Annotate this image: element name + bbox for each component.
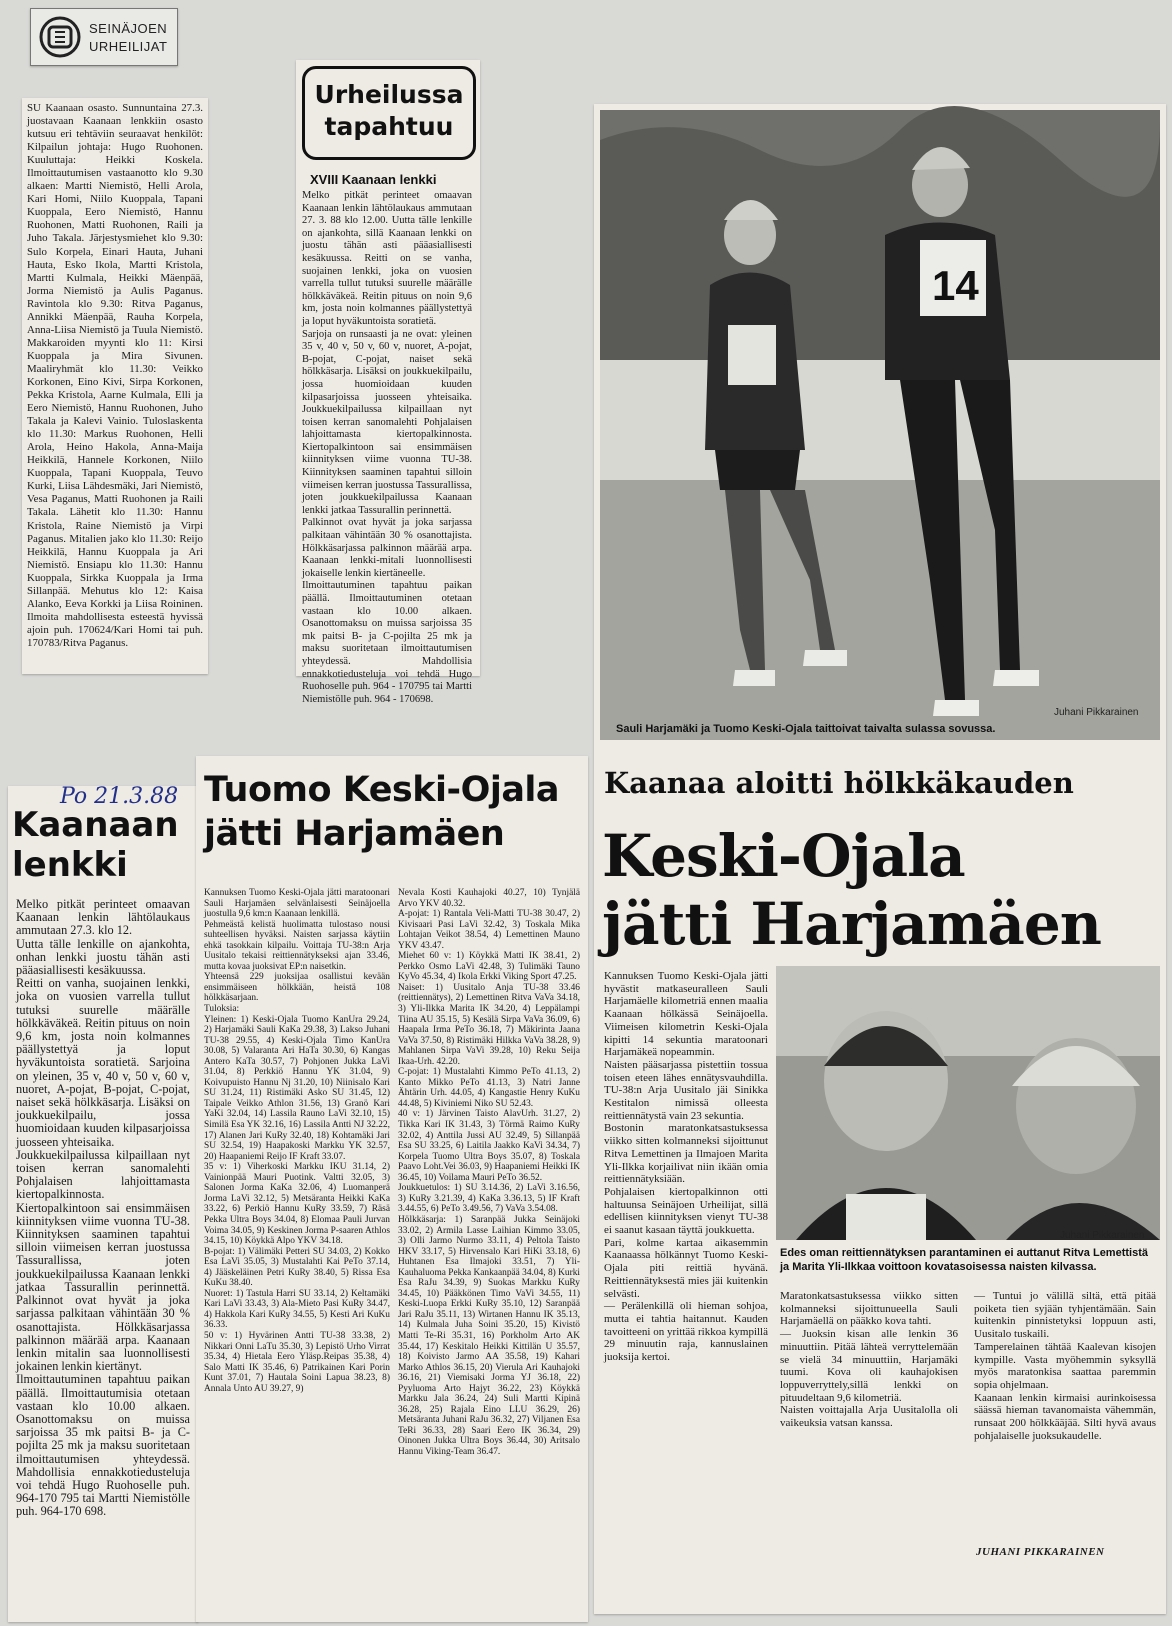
clipping-su-osasto	[22, 98, 208, 674]
main-headline-line1: Keski-Ojala	[602, 822, 965, 890]
club-name-line1: SEINÄJOEN	[89, 21, 168, 36]
article-body-mid: Maratonkatsastuksessa viikko sitten kolmanneksi sijoittunueella Sauli Harjamäellä on pääkko kova tahti. — Juoksin kisan alle lenkin 36 minuuttiin. Pitää lähteä verryttelemään se vielä 34 minuuttiin, Harjamäki tuumi. Kova oli kauhajokisen loppuverryttely,sillä lenkki on pituudeltaan 9,6 kilometriä. Naisten voittajalla Arja Uusitalolla oli vaikeuksia vatsan kanssa.	[780, 1290, 958, 1430]
women-runners-photo	[776, 966, 1160, 1240]
urheilussa-subhead: XVIII Kaanaan lenkki	[310, 172, 437, 187]
runners-photo	[600, 110, 1160, 740]
photo-credit-1: Juhani Pikkarainen	[1054, 707, 1139, 718]
kaanaan-text: Melko pitkät perinteet omaavan Kaanaan lenkin lähtölaukaus ammutaan 27.3. klo 12. Uutta tälle lenkille on ajankohta, onhan lenkki juostu tähän asti pääasiallisesti kesäkuussa. Reitti on vanha, suojainen lenkki, joka on vuosien varrella tullut tutuksi suurelle määrälle hölkkäväkeä. Reitin pituus on noin 9,6 km, josta noin kolmannes päällystettyä ja loput hyväkuntoista soratietä. Sarjoina on yleinen, 35 v, 40 v, 50 v, 60 v, nuoret, A-pojat, B-pojat, C-pojat, naiset sekä hölkkäsarja. Lisäksi on joukkuekilpailu, jossa huomioidaan kuuden kilpasarjoissa juosseen yhteisaika. Joukkuekilpailussa kilpaillaan nyt toisen kerran sanomalehti Pohjalaisen lahjoittamasta kiertopalkinnosta. Kiertopalkintoon sai ensimmäisen kiinnityksen viime vuonna TU-38. Kiinnityksen saaminen tapahtui silloin viimeisen kerran juostussa Tassurallissa, joten joukkuekilpailussa Kaanaan lenkki jatkaa Tassurallin perinnettä. Palkinnot ovat hyvät ja joka sarjassa palkitaan vähintään 30 % osanottajista. Hölkkäsarjassa palkinnon määrää arpa. Kaanaan lenkin mitalin saa luonnollisesti jokainen lenkin kiertänyt. Ilmoittautuminen tapahtuu paikan päällä. Ilmoittautumisia otetaan vastaan klo 10.00 alkaen. Osanottomaksu on muissa sarjoissa 35 mk paitsi B- ja C-pojilta 25 mk ja maksu suoritetaan ilmoittautumisen yhteydessä. Mahdollisia ennakkotiedusteluja voi tehdä Hugo Ruohoselle puh. 964-170 795 tai Martti Niemistölle puh. 964-170 698.	[16, 897, 190, 1519]
clipping-photo-article	[594, 104, 1166, 1614]
runners-illustration	[600, 110, 1160, 740]
club-badge	[30, 8, 178, 66]
banner-line2: tapahtuu	[324, 112, 454, 141]
photo-credit-2: Juhani Pikkarainen	[1060, 1230, 1145, 1241]
handwritten-date: Po 21.3.88	[60, 784, 179, 809]
clipping-kaanaan-lenkki	[8, 786, 198, 1622]
clipping-tuomo-keski-ojala	[196, 756, 588, 1622]
clipping-su-osasto-text: SU Kaanaan osasto. Sunnuntaina 27.3. juostavaan Kaanaan lenkkiin osasto kutsuu eri tehtäviin seuraavat henkilöt: Kilpailun johtaja: Hugo Ruohonen. Kuuluttaja: Heikki Koskela. Ilmoittautumisen vastaanotto klo 9.30 alkaen: Martti Niemistö, Helli Arola, Kari Homi, Niilo Kuoppala, Tapani Kuoppala, Eero Niemistö, Hannu Ruohonen, Matti Ruohonen, Raili ja Juho Takala. Järjestysmiehet klo 9.30: Sulo Korpela, Einari Hauta, Juhani Hauta, Esko Ikola, Martti Kristola, Martti Kulmala, Heikki Mäenpää, Jorma Niemistö ja Aulis Paganus. Ravintola klo 9.30: Ritva Paganus, Annikki Mäenpää, Rauha Korpela, Anna-Liisa Niemistö ja Tuula Niemistö. Makkaroiden myynti klo 11: Kirsi Kuoppala ja Mira Sivunen. Maaliryhmät klo 11.30: Veikko Korkonen, Eino Kivi, Sirpa Korkonen, Pekka Kristola, Aarne Kulmala, Elli ja Eero Niemistö, Hannu Ruohonen, Juho Takala ja Kalevi Vainio. Tuloslaskenta klo 11.30: Markus Ruohonen, Helli Arola, Heino Hakola, Anna-Maija Heikkilä, Hannele Korkonen, Niilo Kuoppala, Tapani Kuoppala, Teuvo Kurki, Liisa Lähdesmäki, Jari Niemistö, Vesa Paganus, Matti Ruohonen ja Raili Takala. Lähetit klo 11.30: Hannu Kristola, Raine Niemistö ja Virpi Paganus. Mitalien jako klo 11.30: Reijo Heikkilä, Hannu Kuoppala ja Ari Niemistö. Ensiapu klo 11.30: Hannu Kuoppala, Sirkka Kuoppala ja Irma Sillanpää. Mehutus klo 12: Kaisa Alanko, Eeva Korkki ja Liisa Roininen. Ilmoita mahdollisesta esteestä hyvissä ajoin puh. 170624/Kari Homi tai puh. 170783/Ritva Paganus.	[27, 102, 203, 649]
kicker-headline: Kaanaa aloitti hölkkäkauden	[604, 766, 1074, 800]
article-body-left: Kannuksen Tuomo Keski-Ojala jätti hyvästit matkaseuralleen Sauli Harjamäelle kilometriä ennen maalia Kaanaan hölkässä Seinäjoella. Viimeisen kilometrin Keski-Ojala kipitti 14 sekuntia maratoonari Harjamäkeä nopeammin. Naisten pääsarjassa pistettiin tossua toisen eteen lähes ennätysvauhdilla. TU-38:n Arja Uusitalo jäi Sinikka Kestitalon nimissä olleesta reittiennätystä vain 23 sekuntia. Bostonin maratonkatsastuksessa viikko sitten kolmanneksi sijoittunut Ritva Lemettinen ja Ilmajoen Marita Yli-Ilkka korjailivat niin ikään omia reittiennätyksiään. Pohjalaisen kiertopalkinnon otti haltuunsa Seinäjoen Urheilijat, sillä edellisen kiinnityksen vienyt TU-38 ei saanut kasaan täyttä joukkuetta. Pari, kolme kartaa aikasemmin Kaanaassa hölkännyt Tuomo Keski-Ojala piti reittiä hyvänä. Reittiennätyksestä mies jäi kuitenkin selvästi. — Perälenkillä oli hieman sohjoa, mutta ei tahtia haitannut. Kauden tavoitteeni on yrittää rikkoa kympillä 29 minuutin raja, kannuslainen juoksija kertoi.	[604, 970, 768, 1364]
tuomo-headline-line2: jätti Harjamäen	[204, 814, 505, 854]
kaanaan-headline-line2: lenkki	[12, 845, 128, 885]
banner-line1: Urheilussa	[314, 80, 464, 109]
su-logo-icon	[38, 15, 82, 59]
kaanaan-headline-line1: Kaanaan	[12, 805, 179, 845]
urheilussa-banner	[302, 66, 476, 160]
tuomo-results-col1: Kannuksen Tuomo Keski-Ojala jätti maratoonari Sauli Harjamäen selvänlaisesti Seinäjoella juostulla 9,6 km:n Kaanaan lenkillä. Pehmeästä kelistä huolimatta tulostaso nousi suhteellisen hyväksi. Naisten sarjassa käytiin ehkä tasokkain kilpailu. Voittaja TU-38:n Arja Uusitalo tekaisi reittiennätykseksi ajan 33.46, mutta kovaa juoksivat EP:n naisetkin. Yhteensä 229 juoksijaa osallistui kevään ensimmäiseen hölkkään, heistä 108 hölkkäsarjaan. Tuloksia: Yleinen: 1) Keski-Ojala Tuomo KanUra 29.24, 2) Harjamäki Sauli KaKa 29.38, 3) Lakso Juhani TU-38 29.55, 4) Keski-Ojala Timo KanUra 30.08, 5) Valaranta Ari HaTa 30.30, 6) Kangas Antero KaTa 30.57, 7) Pohjonen Jukka LaVi 31.04, 8) Perkkiö Hannu YK 31.04, 9) Koivupuisto Hannu Nj 31.20, 10) Niinisalo Kari SU 31.24, 11) Ristimäki Asko SU 31.45, 12) Taipale Veikko Athlon 31.56, 13) Granö Kari YaKi 32.04, 14) Lassila Rauno LaVi 32.10, 15) Similä Esa YK 32.16, 16) Lassila Antti NJ 32.22, 17) Alanen Jari KuRy 32.40, 18) Kohtamäki Jari SU 32.54, 19) Haapakoski Markku YK 32.57, 20) Haapaniemi Reijo IF Kraft 33.07. 35 v: 1) Viherkoski Markku IKU 31.14, 2) Vainionpää Mauri Puotink. Valtti 32.05, 3) Salonen Jorma KaKa 32.06, 4) Luomanperä Jorma LaVi 32.12, 5) Metsäranta Heikki KaKa 33.22, 6) Perkiö Hannu KuRy 33.59, 7) Räsä Pekka Ultra Boys 34.04, 8) Elomaa Pauli Jurvan Voima 34.05, 9) Keskinen Jorma P-saaren Athlos 34.15, 10) Köykkä Alpo YKV 34.18. B-pojat: 1) Välimäki Petteri SU 34.03, 2) Kokko Esa LaVi 35.05, 3) Mustalahti Kai PeTo 37.14, 4) Jääskeläinen Petri KuRy 38.40, 5) Rissa Esa KuKu 38.40. Nuoret: 1) Tastula Harri SU 33.14, 2) Keltamäki Kari LaVi 33.43, 3) Ala-Mieto Pasi KuRy 34.47, 4) Hakkola Kari KuRy 34.55, 5) Kesti Ari KuKu 36.33. 50 v: 1) Hyvärinen Antti TU-38 33.38, 2) Nikkari Onni LaTu 35.30, 3) Lepistö Urho Virrat 35.34, 4) Hietala Eero Yläsp.Reipas 35.38, 4) Salo Matti IK 35.46, 6) Patrikainen Kari Porin Kunt 37.01, 7) Hautala Soini Lapua 38.23, 8) Annala Unto AU 39.27, 9)	[204, 888, 390, 1394]
photo-caption-2: Edes oman reittiennätyksen parantaminen ei auttanut Ritva Lemettistä ja Marita Yli-Ilkkaa voittoon kovatasoisessa naisten kilvassa.	[780, 1247, 1148, 1273]
clipping-urheilussa-tapahtuu	[296, 60, 480, 705]
tuomo-results-col2: Nevala Kosti Kauhajoki 40.27, 10) Tynjälä Arvo YKV 40.32. A-pojat: 1) Rantala Veli-Matti TU-38 30.47, 2) Kivisaari Pasi LaVi 32.42, 3) Toskala Mika Lohtajan Veikot 38.54, 4) Lemettinen Mauno YKV 43.47. Miehet 60 v: 1) Köykkä Matti IK 38.41, 2) Perkko Osmo LaVi 42.48, 3) Tulimäki Tauno KyVo 45.34, 4) Ikola Erkki Viking Sport 47.25. Naiset: 1) Uusitalo Anja TU-38 33.46 (reittiennätys), 2) Lemettinen Ritva VaVa 34.18, 3) Yli-Ilkka Marita IK 34.20, 4) Leppälampi Tiina AU 35.15, 5) Kesälä Sirpa VaVa 36.09, 6) Haapala Irma PeTo 36.18, 7) Mäkirinta Jaana VaVa 37.50, 8) Ristimäki Hilkka VaVa 38.28, 9) Mahlanen Sirpa VaVi 39.28, 10) Reku Seija Ikaa-Urh. 42.20. C-pojat: 1) Mustalahti Kimmo PeTo 41.13, 2) Kanto Mikko PeTo 41.13, 3) Natri Janne Ähtärin Urh. 44.05, 4) Kangastie Henry KuKu 44.48, 5) Kiviniemi Niko SU 52.43. 40 v: 1) Järvinen Taisto AlavUrh. 31.27, 2) Tikka Kari IK 31.43, 3) Törmä Raimo KuRy 32.02, 4) Anttila Jussi AU 32.49, 5) Sillanpää Esa SU 33.25, 6) Laitila Jaakko KaVi 34.34, 7) Korpela Tuomo Ultra Boys 35.07, 8) Toskala Paavo Loht.Vei 36.03, 9) Haapaniemi Heikki IK 36.45, 10) Voilama Mauri PeTo 36.52. Joukkuetulos: 1) SU 3.14.36, 2) LaVi 3.16.56, 3) KuRy 3.21.39, 4) KaKa 3.36.13, 5) IF Kraft 3.44.55, 6) PeTo 3.49.56, 7) VaVa 3.54.08. Hölkkäsarja: 1) Saranpää Jukka Seinäjoki 33.02, 2) Armila Lasse Laihian Kimmo 33.05, 3) Olli Jarmo Nurmo 33.11, 4) Peltola Taisto HKV 33.17, 5) Hirvensalo Kari HiKi 33.18, 6) Huhtanen Esa Ilmajoki 33.51, 7) Yli-Kauhaluoma Pekka Kankaanpää 34.04, 8) Kurki Esa RaJu 34.39, 9) Suokas Markku KuRy 34.45, 10) Pääkkönen Timo VaVi 34.55, 11) Keski-Luopa Erkki KuRy 35.10, 12) Saranpää Jari RaJu 35.11, 13) Wirtanen Hannu IK 35.13, 14) Kulmala Juha Soini 35.20, 15) Kivistö Matti Te-Ri 35.31, 16) Porkholm Arto AK 35.44, 17) Keskitalo Heikki Kittilän U 35.57, 18) Koivisto Jarmo AA 35.58, 19) Kahari Marko Athlos 36.15, 20) Vierula Ari Kauhajoki 36.16, 21) Viemisaki Jorma YJ 36.18, 22) Pyyluoma Arto Hajyt 36.22, 23) Köykkä Markku Jala 36.24, 24) Suli Martti Kipinä 36.28, 25) Rajala Eino LLU 36.29, 26) Metsäranta Juhani RaJu 36.32, 27) Viljanen Esa TeRi 36.33, 28) Saari Eero IK 36.34, 29) Oinonen Jukka Ultra Boys 36.44, 30) Aritsalo Hannu Viking-Team 36.47.	[398, 888, 580, 1457]
article-byline: JUHANI PIKKARAINEN	[976, 1546, 1105, 1558]
women-runners-illustration	[776, 966, 1160, 1240]
main-headline-line2: jätti Harjamäen	[602, 890, 1101, 958]
article-body-right: — Tuntui jo välillä siltä, että pitää poiketa tien syjään tyhjentämään. Sain kuitenkin pinnistetyksi loppuun asti, Uusitalo tuskaili. Tamperelainen tähtää Kaalevan kisojen kympille. Vasta myöhemmin syksyllä myös maratonkisa saattaa paremmin sopia ohjelmaan. Kaanaan lenkin kirmaisi aurinkoisessa säässä hieman tavanomaista vähemmän, runsaat 200 hölkkääjää. Silti hyvä avaus pohjalaiselle juoksukaudelle.	[974, 1290, 1156, 1442]
tuomo-headline-line1: Tuomo Keski-Ojala	[204, 770, 560, 810]
urheilussa-text: Melko pitkät perinteet omaavan Kaanaan lenkin lähtölaukaus ammutaan 27. 3. 88 klo 12.00. Uutta tälle lenkille on ajankohta, sillä Kaanaan lenkki on juostu tähän asti pääasiallisesti kesäkuussa. Reitti on se vanha, suojainen lenkki, joka on vuosien varrella tullut tutuksi suurelle määrälle hölkkäväkeä. Reitin pituus on noin 9,6 km, josta noin kolmannes päällystettyä ja loput hyväkuntoista soratietä. Sarjoja on runsaasti ja ne ovat: yleinen 35 v, 40 v, 50 v, 60 v, nuoret, A-pojat, B-pojat, C-pojat, naiset sekä hölkkäsarja. Lisäksi on joukkuekilpailu, jossa huomioidaan kuuden kilpasarjoissa juosseen yhteisaika. Joukkuekilpailussa kilpaillaan nyt toisen kerran sanomalehti Pohjalaisen lahjoittamasta kiertopalkinnosta. Kiertopalkintoon sai ensimmäisen kiinnityksen viime vuonna TU-38. Kiinnityksen saaminen tapahtui silloin viimeisen kerran juostussa Tassurallissa, joten joukkuekilpailussa Kaanaan lenkki jatkaa Tassurallin perinnettä. Palkinnot ovat hyvät ja joka sarjassa palkitaan vähintään 30 % osanottajista. Hölkkäsarjassa palkinnon määrää arpa. Kaanaan lenkki-mitali luonnollisesti jokaiselle lenkin kiertäneelle. Ilmoittautuminen tapahtuu paikan päällä. Ilmoittautuminen otetaan vastaan klo 10.00 alkaen. Osanottomaksu on muissa sarjoissa 35 mk paitsi B- ja C-pojilta 25 mk ja maksu suoritetaan ilmoittautumisen yhteydessä. Mahdollisia ennakkotiedusteluja voi tehdä Hugo Ruohoselle puh. 964 - 170795 tai Martti Niemistölle puh. 964 - 170698.	[302, 190, 472, 705]
photo-caption-1: Sauli Harjamäki ja Tuomo Keski-Ojala taittoivat taivalta sulassa sovussa.	[616, 723, 996, 735]
club-name-line2: URHEILIJAT	[89, 39, 168, 54]
bib-number: 14	[932, 262, 979, 309]
